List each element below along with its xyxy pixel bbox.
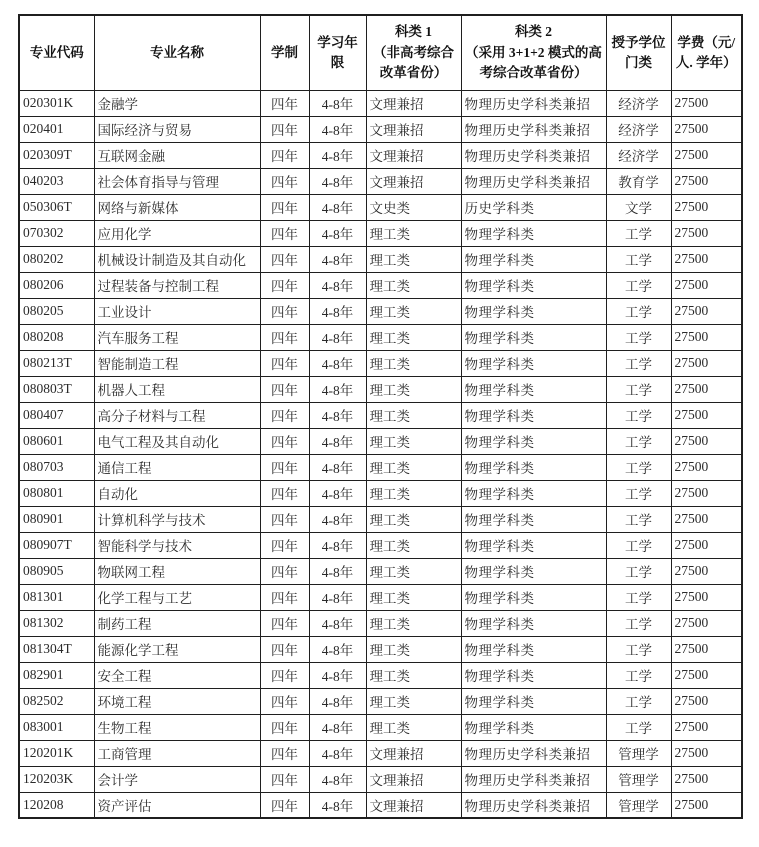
cell-degree-type: 工学: [606, 688, 671, 714]
cell-category-1: 理工类: [366, 558, 461, 584]
cell-degree-type: 工学: [606, 610, 671, 636]
cell-category-2: 物理学科类: [461, 428, 606, 454]
cell-category-2: 物理学科类: [461, 454, 606, 480]
cell-category-1: 理工类: [366, 298, 461, 324]
cell-category-2: 历史学科类: [461, 194, 606, 220]
cell-major-name: 国际经济与贸易: [94, 116, 260, 142]
table-row: [19, 142, 742, 168]
cell-major-name: 机械设计制造及其自动化: [94, 246, 260, 272]
cell-major-code: 080202: [19, 246, 94, 272]
table-row: [19, 610, 742, 636]
table-row: [19, 116, 742, 142]
cell-degree-type: 管理学: [606, 792, 671, 818]
cell-degree-type: 工学: [606, 402, 671, 428]
cell-study-years: 4-8年: [309, 168, 366, 194]
cell-category-1: 理工类: [366, 246, 461, 272]
cell-tuition-fee: 27500: [671, 610, 742, 636]
cell-study-years: 4-8年: [309, 792, 366, 818]
cell-study-years: 4-8年: [309, 506, 366, 532]
cell-degree-type: 工学: [606, 220, 671, 246]
cell-major-name: 高分子材料与工程: [94, 402, 260, 428]
cell-major-code: 020301K: [19, 90, 94, 116]
cell-major-code: 040203: [19, 168, 94, 194]
cell-major-code: 020309T: [19, 142, 94, 168]
table-row: [19, 246, 742, 272]
table-row: [19, 792, 742, 818]
cell-major-name: 过程装备与控制工程: [94, 272, 260, 298]
table-row: [19, 558, 742, 584]
cell-category-1: 理工类: [366, 662, 461, 688]
header-row: [19, 15, 742, 90]
cell-major-code: 080208: [19, 324, 94, 350]
cell-major-code: 083001: [19, 714, 94, 740]
cell-study-years: 4-8年: [309, 584, 366, 610]
header-label: 科类 2: [514, 24, 553, 40]
cell-study-system: 四年: [260, 324, 309, 350]
cell-major-code: 120203K: [19, 766, 94, 792]
cell-study-system: 四年: [260, 116, 309, 142]
cell-category-2: 物理历史学科类兼招: [461, 116, 606, 142]
cell-degree-type: 工学: [606, 376, 671, 402]
table-row: [19, 350, 742, 376]
cell-tuition-fee: 27500: [671, 220, 742, 246]
cell-study-years: 4-8年: [309, 350, 366, 376]
header-label: 科类 1: [394, 24, 433, 40]
cell-tuition-fee: 27500: [671, 558, 742, 584]
cell-study-years: 4-8年: [309, 532, 366, 558]
cell-category-1: 理工类: [366, 584, 461, 610]
cell-category-2: 物理学科类: [461, 584, 606, 610]
table-row: [19, 636, 742, 662]
cell-category-1: 理工类: [366, 532, 461, 558]
cell-category-2: 物理学科类: [461, 402, 606, 428]
cell-major-name: 安全工程: [94, 662, 260, 688]
cell-major-name: 社会体育指导与管理: [94, 168, 260, 194]
header-label: 学习年限: [317, 34, 358, 70]
cell-tuition-fee: 27500: [671, 428, 742, 454]
header-subtitle: （采用 3+1+2 模式的高考综合改革省份）: [465, 44, 602, 80]
cell-study-years: 4-8年: [309, 766, 366, 792]
table-row: [19, 454, 742, 480]
cell-study-years: 4-8年: [309, 558, 366, 584]
cell-degree-type: 文学: [606, 194, 671, 220]
cell-study-years: 4-8年: [309, 662, 366, 688]
cell-study-system: 四年: [260, 714, 309, 740]
table-row: [19, 480, 742, 506]
table-row: [19, 376, 742, 402]
cell-tuition-fee: 27500: [671, 168, 742, 194]
cell-category-2: 物理学科类: [461, 688, 606, 714]
cell-study-system: 四年: [260, 402, 309, 428]
cell-category-1: 理工类: [366, 688, 461, 714]
cell-category-1: 文理兼招: [366, 766, 461, 792]
cell-study-system: 四年: [260, 90, 309, 116]
cell-major-name: 电气工程及其自动化: [94, 428, 260, 454]
cell-major-name: 汽车服务工程: [94, 324, 260, 350]
cell-major-code: 050306T: [19, 194, 94, 220]
cell-major-name: 工业设计: [94, 298, 260, 324]
cell-study-years: 4-8年: [309, 90, 366, 116]
cell-tuition-fee: 27500: [671, 272, 742, 298]
cell-major-code: 080907T: [19, 532, 94, 558]
cell-study-system: 四年: [260, 480, 309, 506]
cell-degree-type: 经济学: [606, 142, 671, 168]
cell-category-1: 文理兼招: [366, 142, 461, 168]
cell-degree-type: 工学: [606, 480, 671, 506]
cell-study-years: 4-8年: [309, 454, 366, 480]
cell-degree-type: 经济学: [606, 90, 671, 116]
cell-study-system: 四年: [260, 584, 309, 610]
cell-degree-type: 经济学: [606, 116, 671, 142]
cell-category-2: 物理历史学科类兼招: [461, 766, 606, 792]
cell-tuition-fee: 27500: [671, 350, 742, 376]
cell-study-years: 4-8年: [309, 740, 366, 766]
cell-study-system: 四年: [260, 766, 309, 792]
column-header-major-code: [19, 15, 94, 90]
cell-tuition-fee: 27500: [671, 142, 742, 168]
cell-study-years: 4-8年: [309, 610, 366, 636]
cell-major-code: 080213T: [19, 350, 94, 376]
cell-study-system: 四年: [260, 740, 309, 766]
column-header-major-name: [94, 15, 260, 90]
cell-category-2: 物理历史学科类兼招: [461, 740, 606, 766]
cell-category-1: 理工类: [366, 714, 461, 740]
column-header-tuition-fee: [671, 15, 742, 90]
cell-degree-type: 教育学: [606, 168, 671, 194]
cell-major-name: 会计学: [94, 766, 260, 792]
cell-major-code: 120208: [19, 792, 94, 818]
cell-category-2: 物理学科类: [461, 220, 606, 246]
table-row: [19, 714, 742, 740]
cell-major-name: 金融学: [94, 90, 260, 116]
cell-category-2: 物理学科类: [461, 298, 606, 324]
cell-tuition-fee: 27500: [671, 402, 742, 428]
cell-major-name: 自动化: [94, 480, 260, 506]
cell-study-system: 四年: [260, 636, 309, 662]
cell-major-code: 081302: [19, 610, 94, 636]
cell-category-1: 理工类: [366, 506, 461, 532]
cell-category-2: 物理学科类: [461, 376, 606, 402]
cell-tuition-fee: 27500: [671, 688, 742, 714]
cell-major-code: 070302: [19, 220, 94, 246]
cell-study-years: 4-8年: [309, 480, 366, 506]
cell-major-code: 080801: [19, 480, 94, 506]
cell-tuition-fee: 27500: [671, 532, 742, 558]
cell-category-2: 物理学科类: [461, 506, 606, 532]
cell-category-2: 物理学科类: [461, 558, 606, 584]
cell-major-name: 网络与新媒体: [94, 194, 260, 220]
cell-degree-type: 工学: [606, 532, 671, 558]
cell-degree-type: 工学: [606, 506, 671, 532]
cell-tuition-fee: 27500: [671, 662, 742, 688]
cell-category-1: 理工类: [366, 636, 461, 662]
table-row: [19, 90, 742, 116]
table-header: [19, 15, 742, 90]
table-row: [19, 298, 742, 324]
cell-category-1: 理工类: [366, 428, 461, 454]
cell-tuition-fee: 27500: [671, 506, 742, 532]
cell-major-code: 020401: [19, 116, 94, 142]
cell-study-system: 四年: [260, 610, 309, 636]
cell-study-system: 四年: [260, 454, 309, 480]
cell-study-years: 4-8年: [309, 714, 366, 740]
table-row: [19, 168, 742, 194]
table-row: [19, 584, 742, 610]
column-header-degree-type: [606, 15, 671, 90]
cell-category-1: 文理兼招: [366, 740, 461, 766]
cell-degree-type: 工学: [606, 714, 671, 740]
cell-major-code: 120201K: [19, 740, 94, 766]
cell-study-system: 四年: [260, 142, 309, 168]
cell-major-code: 080206: [19, 272, 94, 298]
cell-study-system: 四年: [260, 376, 309, 402]
cell-major-code: 082901: [19, 662, 94, 688]
cell-study-system: 四年: [260, 428, 309, 454]
cell-category-2: 物理学科类: [461, 636, 606, 662]
table-row: [19, 428, 742, 454]
cell-major-code: 080601: [19, 428, 94, 454]
column-header-category-2: [461, 15, 606, 90]
cell-major-code: 080703: [19, 454, 94, 480]
cell-degree-type: 工学: [606, 662, 671, 688]
cell-category-1: 理工类: [366, 272, 461, 298]
cell-major-name: 制药工程: [94, 610, 260, 636]
cell-major-code: 081304T: [19, 636, 94, 662]
cell-category-2: 物理学科类: [461, 246, 606, 272]
cell-category-1: 理工类: [366, 454, 461, 480]
cell-major-code: 080803T: [19, 376, 94, 402]
cell-study-system: 四年: [260, 194, 309, 220]
cell-tuition-fee: 27500: [671, 376, 742, 402]
table-row: [19, 506, 742, 532]
cell-major-name: 生物工程: [94, 714, 260, 740]
cell-category-2: 物理历史学科类兼招: [461, 168, 606, 194]
cell-major-name: 计算机科学与技术: [94, 506, 260, 532]
cell-category-2: 物理学科类: [461, 272, 606, 298]
cell-study-years: 4-8年: [309, 376, 366, 402]
cell-major-name: 工商管理: [94, 740, 260, 766]
table-row: [19, 324, 742, 350]
cell-category-2: 物理学科类: [461, 350, 606, 376]
cell-degree-type: 工学: [606, 298, 671, 324]
cell-major-code: 080901: [19, 506, 94, 532]
cell-degree-type: 工学: [606, 428, 671, 454]
column-header-category-1: [366, 15, 461, 90]
cell-study-system: 四年: [260, 350, 309, 376]
cell-major-name: 资产评估: [94, 792, 260, 818]
cell-tuition-fee: 27500: [671, 116, 742, 142]
cell-study-years: 4-8年: [309, 428, 366, 454]
cell-study-system: 四年: [260, 168, 309, 194]
cell-study-system: 四年: [260, 688, 309, 714]
cell-category-2: 物理历史学科类兼招: [461, 142, 606, 168]
cell-tuition-fee: 27500: [671, 740, 742, 766]
header-subtitle: （非高考综合改革省份）: [373, 44, 454, 80]
table-row: [19, 740, 742, 766]
cell-study-years: 4-8年: [309, 194, 366, 220]
table-row: [19, 402, 742, 428]
cell-major-name: 互联网金融: [94, 142, 260, 168]
cell-category-1: 文史类: [366, 194, 461, 220]
cell-study-system: 四年: [260, 792, 309, 818]
cell-study-years: 4-8年: [309, 142, 366, 168]
cell-tuition-fee: 27500: [671, 194, 742, 220]
cell-study-years: 4-8年: [309, 246, 366, 272]
header-label: 授予学位门类: [611, 34, 666, 70]
cell-major-code: 082502: [19, 688, 94, 714]
cell-study-system: 四年: [260, 558, 309, 584]
cell-category-2: 物理学科类: [461, 532, 606, 558]
cell-degree-type: 工学: [606, 636, 671, 662]
cell-category-1: 文理兼招: [366, 168, 461, 194]
cell-study-years: 4-8年: [309, 116, 366, 142]
cell-major-code: 081301: [19, 584, 94, 610]
table-row: [19, 220, 742, 246]
cell-category-2: 物理历史学科类兼招: [461, 792, 606, 818]
cell-study-years: 4-8年: [309, 688, 366, 714]
cell-major-name: 智能制造工程: [94, 350, 260, 376]
table-row: [19, 688, 742, 714]
header-label: 学费（元/人. 学年）: [675, 34, 737, 70]
majors-table: [18, 14, 743, 819]
cell-category-1: 文理兼招: [366, 116, 461, 142]
header-label: 专业名称: [150, 44, 204, 60]
cell-degree-type: 工学: [606, 558, 671, 584]
cell-study-system: 四年: [260, 220, 309, 246]
cell-tuition-fee: 27500: [671, 584, 742, 610]
cell-study-years: 4-8年: [309, 298, 366, 324]
cell-tuition-fee: 27500: [671, 246, 742, 272]
table-row: [19, 766, 742, 792]
cell-major-name: 机器人工程: [94, 376, 260, 402]
cell-category-1: 文理兼招: [366, 792, 461, 818]
cell-study-system: 四年: [260, 272, 309, 298]
cell-study-years: 4-8年: [309, 636, 366, 662]
cell-category-2: 物理学科类: [461, 480, 606, 506]
cell-degree-type: 工学: [606, 454, 671, 480]
cell-major-name: 通信工程: [94, 454, 260, 480]
cell-category-2: 物理历史学科类兼招: [461, 90, 606, 116]
cell-category-2: 物理学科类: [461, 662, 606, 688]
cell-tuition-fee: 27500: [671, 90, 742, 116]
cell-tuition-fee: 27500: [671, 766, 742, 792]
cell-major-name: 能源化学工程: [94, 636, 260, 662]
cell-category-1: 理工类: [366, 376, 461, 402]
header-label: 专业代码: [29, 44, 84, 60]
cell-degree-type: 工学: [606, 350, 671, 376]
cell-major-name: 化学工程与工艺: [94, 584, 260, 610]
cell-category-2: 物理学科类: [461, 610, 606, 636]
cell-major-name: 智能科学与技术: [94, 532, 260, 558]
cell-category-1: 理工类: [366, 480, 461, 506]
cell-category-1: 理工类: [366, 610, 461, 636]
cell-category-1: 理工类: [366, 220, 461, 246]
cell-major-name: 环境工程: [94, 688, 260, 714]
cell-major-code: 080407: [19, 402, 94, 428]
table-row: [19, 662, 742, 688]
cell-degree-type: 管理学: [606, 740, 671, 766]
table-body: [19, 90, 742, 818]
cell-major-name: 物联网工程: [94, 558, 260, 584]
cell-degree-type: 管理学: [606, 766, 671, 792]
cell-study-years: 4-8年: [309, 272, 366, 298]
cell-tuition-fee: 27500: [671, 324, 742, 350]
cell-study-system: 四年: [260, 662, 309, 688]
cell-study-system: 四年: [260, 506, 309, 532]
cell-category-1: 理工类: [366, 350, 461, 376]
cell-tuition-fee: 27500: [671, 480, 742, 506]
column-header-study-years: [309, 15, 366, 90]
cell-degree-type: 工学: [606, 584, 671, 610]
cell-major-name: 应用化学: [94, 220, 260, 246]
column-header-study-system: [260, 15, 309, 90]
cell-major-code: 080905: [19, 558, 94, 584]
cell-degree-type: 工学: [606, 272, 671, 298]
cell-category-1: 理工类: [366, 402, 461, 428]
cell-study-system: 四年: [260, 246, 309, 272]
table-row: [19, 194, 742, 220]
cell-category-2: 物理学科类: [461, 714, 606, 740]
cell-study-years: 4-8年: [309, 402, 366, 428]
cell-study-years: 4-8年: [309, 220, 366, 246]
cell-major-code: 080205: [19, 298, 94, 324]
cell-tuition-fee: 27500: [671, 454, 742, 480]
cell-degree-type: 工学: [606, 324, 671, 350]
cell-category-2: 物理学科类: [461, 324, 606, 350]
cell-degree-type: 工学: [606, 246, 671, 272]
cell-study-system: 四年: [260, 532, 309, 558]
cell-category-1: 理工类: [366, 324, 461, 350]
cell-category-1: 文理兼招: [366, 90, 461, 116]
cell-study-years: 4-8年: [309, 324, 366, 350]
cell-study-system: 四年: [260, 298, 309, 324]
cell-tuition-fee: 27500: [671, 792, 742, 818]
table-row: [19, 272, 742, 298]
cell-tuition-fee: 27500: [671, 714, 742, 740]
cell-tuition-fee: 27500: [671, 636, 742, 662]
table-row: [19, 532, 742, 558]
cell-tuition-fee: 27500: [671, 298, 742, 324]
header-label: 学制: [271, 44, 298, 60]
